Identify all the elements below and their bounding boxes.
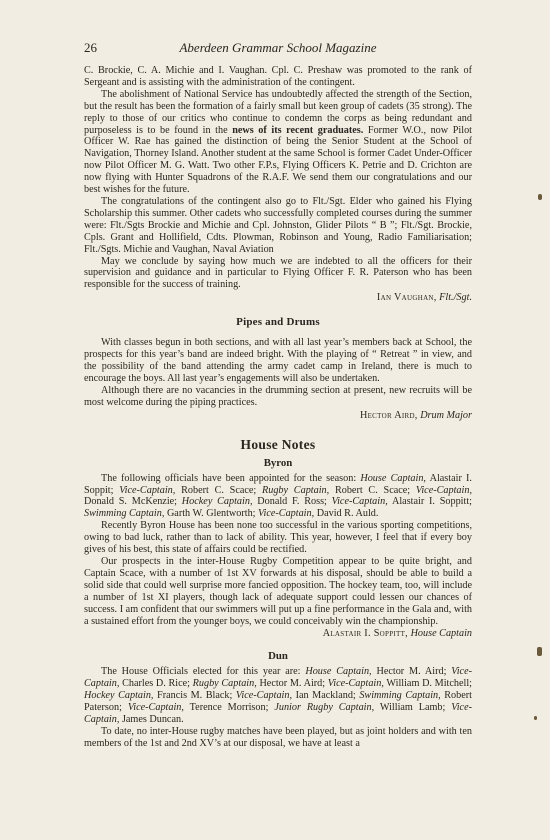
dun-section xyxy=(84,666,472,749)
official-role: Vice-Captain, xyxy=(258,508,315,520)
official-text: Ian Mackland; xyxy=(292,690,360,702)
official-role: Swimming Captain, xyxy=(359,690,441,702)
dun-heading: Dun xyxy=(268,650,288,663)
atc-paragraph-2-end: Former W.O., now Pilot Officer W. Rae has gained the distinction of being the Senior Student at the School of Navigation, Thorney Island. Another student at the same School is former Cadet Under-Officer now Pilot Officer M. G. Watt. Two other F.P.s, Flying Officers K. Petrie and D. Crichton are now flying with Hunter Squadrons of the R.A.F. We send them our congratulations and our best wishes for the future. xyxy=(84,124,472,196)
official-role: Vice-Captain, xyxy=(327,678,384,690)
atc-paragraph-4: May we conclude by saying how much we are indebted to all the officers for their supervision and guidance and in particular to Flying Officer F. R. Paterson who has been responsible for the success of training. xyxy=(84,255,472,291)
margin-speck xyxy=(534,716,537,720)
official-text: Donald S. McKenzie; xyxy=(84,496,182,508)
atc-signature xyxy=(84,292,472,304)
dun-paragraph-2: To date, no inter-House rugby matches have been played, but as joint holders and with ten members of the 1st and 2nd XV’s at our disposal, we have at least a xyxy=(84,725,472,749)
house-notes-heading: House Notes xyxy=(240,436,316,452)
byron-signature-role: House Captain xyxy=(410,628,472,640)
byron-officials-paragraph xyxy=(84,473,472,521)
byron-paragraph-3: Our prospects in the inter-House Rugby Competition appear to be quite bright, and Captain Scace, with a number of 1st XV forwards at his disposal, should be able to build a solid side that could well surprise more fancied opposition. The hockey team, too, will include a number of 1st XI players, though lack of adequate support could lessen our chances of success. I am confident that our swimmers will put up a fine performance in the Gala and, with a sustained effort from the younger boys, we could conceivably win the championship. xyxy=(84,556,472,627)
byron-signature xyxy=(84,628,472,640)
official-text: Terence Morrison; xyxy=(183,702,275,714)
official-role: Hockey Captain, xyxy=(181,496,253,508)
official-text: Alastair I. Soppitt; xyxy=(387,496,472,508)
official-role: Vice-Captain, xyxy=(84,666,472,690)
official-text: Robert C. Scace; xyxy=(175,484,263,496)
official-text: Alastair I. Soppit; xyxy=(84,472,472,496)
atc-paragraph-3: The congratulations of the contingent also go to Flt./Sgt. Elder who gained his Flying Scholarship this summer. Other cadets who successfully completed courses during the summer were: Flt./Sgts Brockie and Michie and Cpl. Johnston, Glider Pilots “ B ”; Flt./Sgt. Brockie, Cpls. Grant and Hollifield, Cdts. Plowman, Robinson and Young, Radio Familiarisation; Flt./Sgts. Michie and Vaughan, Naval Aviation xyxy=(84,195,472,255)
official-text: The House Officials elected for this year are: xyxy=(101,666,306,678)
atc-paragraph-1: C. Brockie, C. A. Michie and I. Vaughan. Cpl. C. Preshaw was promoted to the rank of Sergeant and is assisting with the administration of the contingent. xyxy=(84,65,472,88)
pipes-heading: Pipes and Drums xyxy=(236,316,320,329)
pipes-signature xyxy=(84,410,472,422)
official-role: Vice-Captain, xyxy=(235,690,293,702)
official-role: Vice-Captain, xyxy=(84,702,472,726)
pipes-signature-role: Drum Major xyxy=(420,409,472,421)
atc-paragraph-2-start: The abolishment of National Service has undoubtedly affected the strength of the Section, but the result has been the formation of a fairly small but keen group of cadets (35 strong). The reply to those of our critics who continue to condemn the corps as being redundant and purposeless is to be found in the xyxy=(84,88,472,136)
official-role: Swimming Captain, xyxy=(84,508,165,520)
official-text: David R. Auld. xyxy=(314,508,379,520)
official-text: William Lamb; xyxy=(374,702,452,714)
byron-heading: Byron xyxy=(263,456,293,469)
official-role: Vice-Captain, xyxy=(415,484,472,496)
margin-speck xyxy=(537,647,542,656)
atc-section xyxy=(84,65,472,304)
official-text: James Duncan. xyxy=(119,714,184,726)
official-role: House Captain, xyxy=(360,472,426,484)
atc-signature-role: Flt./Sgt. xyxy=(439,292,472,304)
official-role: Vice-Captain, xyxy=(127,702,184,714)
official-role: House Captain, xyxy=(305,666,372,678)
atc-paragraph-2-bold: news of its recent graduates. xyxy=(232,124,364,136)
official-text: The following officials have been appointed for the season: xyxy=(101,472,361,484)
official-role: Vice-Captain, xyxy=(119,484,176,496)
official-role: Hockey Captain, xyxy=(84,690,154,702)
atc-signature-name: Ian Vaughan, xyxy=(376,292,437,304)
official-role: Junior Rugby Captain, xyxy=(274,702,375,714)
margin-speck xyxy=(538,194,542,200)
dun-officials-paragraph xyxy=(84,666,472,726)
byron-section xyxy=(84,473,472,641)
official-text: Hector M. Aird; xyxy=(371,666,452,678)
official-text: Garth W. Glentworth; xyxy=(164,508,259,520)
pipes-paragraph-2: Although there are no vacancies in the drumming section at present, new recruits will be most welcome during the piping practices. xyxy=(84,384,472,408)
pipes-paragraph-1: With classes begun in both sections, and with all last year’s members back at School, the prospects for this year’s band are indeed bright. With the playing of “ Retreat ” in view, and the possibility of the band attending the army cadet camp in Ireland, there is much to encourage the boys. All last year’s engagements will also be undertaken. xyxy=(84,337,472,384)
atc-paragraph-2 xyxy=(84,89,472,196)
running-title: Aberdeen Grammar School Magazine xyxy=(179,40,377,55)
page-number: 26 xyxy=(84,40,97,55)
official-role: Rugby Captain, xyxy=(262,484,330,496)
official-text: William D. Mitchell; xyxy=(383,678,473,690)
page-header xyxy=(84,40,472,62)
pipes-section xyxy=(84,337,472,421)
official-text: Robert C. Scace; xyxy=(329,484,416,496)
official-role: Rugby Captain, xyxy=(192,678,257,690)
byron-paragraph-2: Recently Byron House has been none too successful in the various sporting competitions, owing to bad luck, rather than to lack of ability. This year, however, I feel that if every boy gives of his best, this state of affairs could be rectified. xyxy=(84,520,472,556)
official-text: Donald F. Ross; xyxy=(252,496,332,508)
official-text: Hector M. Aird; xyxy=(256,678,328,690)
official-text: Charles D. Rice; xyxy=(119,678,193,690)
byron-signature-name: Alastair I. Soppitt, xyxy=(322,628,409,640)
official-text: Robert Paterson; xyxy=(84,690,472,714)
official-text: Francis M. Black; xyxy=(153,690,236,702)
official-role: Vice-Captain, xyxy=(331,496,388,508)
pipes-signature-name: Hector Aird, xyxy=(359,409,418,421)
